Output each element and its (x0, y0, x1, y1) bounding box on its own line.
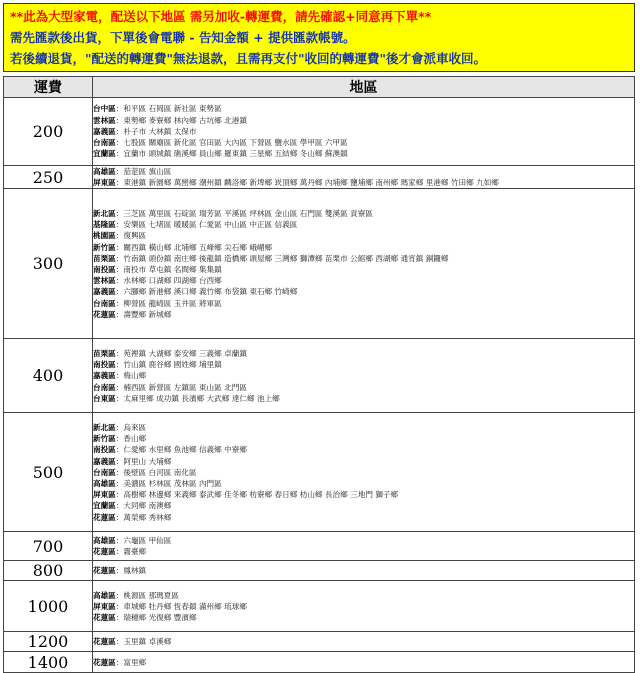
fee-amount: 1200 (4, 632, 93, 652)
county-separator: ： (115, 501, 124, 511)
area-list (93, 166, 635, 189)
county-separator: ： (115, 657, 124, 667)
county-separator: ： (115, 456, 124, 466)
area-entry (93, 148, 634, 159)
district-names: 鳳林鎮 (123, 566, 147, 576)
area-list (93, 339, 635, 413)
county-separator: ： (115, 126, 124, 136)
fee-row (4, 413, 635, 532)
area-entry (93, 309, 634, 320)
area-list (93, 632, 635, 652)
district-names: 美濃區 杉林區 茂林區 內門區 (123, 479, 222, 488)
district-names: 和平區 石岡區 新社區 東勢區 (123, 104, 222, 114)
county-separator: ： (115, 208, 124, 218)
county-label: 新北區 (93, 208, 116, 218)
area-entry (93, 444, 634, 455)
county-label: 花蓮區 (93, 566, 116, 576)
county-separator: ： (115, 434, 124, 444)
district-names: 竹山鎮 鹿谷鄉 國姓鄉 埔里鎮 (123, 360, 222, 370)
county-separator: ： (115, 138, 124, 148)
notice-line-2: 需先匯款後出貨，下單後會電聯 - 告知金額 + 提供匯款帳號。 (10, 30, 356, 45)
area-entry (93, 467, 634, 478)
district-names: 苑裡鎮 大湖鄉 泰安鄉 三義鄉 卓蘭鎮 (123, 348, 247, 358)
county-label: 高雄區 (93, 167, 116, 176)
district-names: 香山鄉 (123, 434, 147, 444)
county-separator: ： (115, 393, 124, 403)
county-separator: ： (115, 601, 124, 611)
area-entry (93, 208, 634, 219)
county-separator: ： (115, 547, 124, 557)
area-entry (93, 500, 634, 511)
county-label: 南投區 (93, 360, 116, 370)
county-separator: ： (115, 590, 124, 600)
county-label: 桃園區 (93, 231, 116, 241)
county-label: 雲林區 (93, 115, 116, 125)
transfer-fee-table (3, 76, 635, 673)
county-label: 花蓮區 (93, 309, 116, 319)
area-entry (93, 393, 634, 404)
area-entry (93, 489, 634, 500)
area-entry (93, 275, 634, 286)
district-names: 瑞穗鄉 光復鄉 豐濱鄉 (123, 613, 197, 622)
county-label: 南投區 (93, 445, 116, 455)
county-label: 新北區 (93, 422, 116, 432)
county-separator: ： (115, 382, 124, 392)
district-names: 三芝區 萬里區 石碇區 瑞芳區 平溪區 坪林區 金山區 石門區 雙溪區 貢寮區 (123, 208, 373, 218)
county-label: 台南區 (93, 298, 116, 308)
area-list (93, 532, 635, 561)
notice-line-1: **此為大型家電，配送以下地區 需另加收-轉運費，請先確認+同意再下單** (10, 9, 432, 24)
county-label: 花蓮區 (93, 637, 116, 647)
district-names: 後壁區 白河區 南化區 (123, 467, 197, 477)
area-entry (93, 590, 634, 601)
county-separator: ： (115, 276, 124, 286)
area-entry (93, 478, 634, 489)
county-separator: ： (115, 445, 124, 455)
fee-row (4, 581, 635, 632)
county-label: 花蓮區 (93, 547, 116, 557)
fee-amount: 500 (4, 413, 93, 532)
district-names: 高樹鄉 林邊鄉 來義鄉 泰武鄉 佳冬鄉 枋寮鄉 春日鄉 枋山鄉 長治鄉 三地門 獅子鄉 (123, 490, 399, 500)
county-label: 新竹區 (93, 434, 116, 444)
district-names: 玉里鎮 卓溪鄉 (123, 637, 172, 647)
county-separator: ： (115, 242, 124, 252)
area-entry (93, 422, 634, 433)
district-names: 仁愛鄉 水里鄉 魚池鄉 信義鄉 中寮鄉 (123, 445, 247, 455)
county-label: 嘉義區 (93, 456, 116, 466)
district-names: 富里鄉 (123, 657, 147, 667)
district-names: 壽豐鄉 新城鄉 (123, 309, 172, 319)
district-names: 烏來區 (123, 422, 147, 432)
area-entry (93, 370, 634, 381)
area-list (93, 189, 635, 339)
area-entry (93, 137, 634, 148)
district-names: 朴子市 大林鎮 太保市 (123, 126, 197, 136)
shipping-notice-banner (3, 3, 635, 72)
area-list (93, 561, 635, 581)
area-entry (93, 348, 634, 359)
fee-amount: 400 (4, 339, 93, 413)
fee-amount: 700 (4, 532, 93, 561)
fee-row (4, 632, 635, 652)
area-entry (93, 177, 634, 188)
county-label: 台東區 (93, 393, 116, 403)
county-label: 高雄區 (93, 479, 116, 488)
area-entry (93, 126, 634, 137)
table-header-row (4, 77, 635, 98)
fee-row (4, 189, 635, 339)
county-separator: ： (115, 467, 124, 477)
county-label: 嘉義區 (93, 371, 116, 381)
district-names: 關西鎮 橫山鄉 北埔鄉 五峰鄉 尖石鄉 峨嵋鄉 (123, 242, 273, 252)
county-label: 屏東區 (93, 178, 116, 188)
district-names: 東港鎮 新園鄉 萬巒鄉 潮州鎮 麟洛鄉 新埤鄉 崁頂鄉 萬丹鄉 內埔鄉 鹽埔鄉 南州鄉 瑪家鄉 里港鄉 竹田鄉 九如鄉 (123, 178, 499, 188)
area-list (93, 98, 635, 166)
county-label: 南投區 (93, 264, 116, 274)
county-separator: ： (115, 360, 124, 370)
district-names: 萬榮鄉 秀林鄉 (123, 512, 172, 522)
county-separator: ： (115, 264, 124, 274)
county-label: 花蓮區 (93, 657, 116, 667)
district-names: 南投市 草屯鎮 名間鄉 集集鎮 (123, 264, 222, 274)
district-names: 車城鄉 牡丹鄉 恆春鎮 滿州鄉 琉球鄉 (123, 601, 247, 611)
county-label: 苗栗區 (93, 348, 116, 358)
area-entry (93, 546, 634, 557)
area-entry (93, 433, 634, 444)
fee-column-header: 運費 (4, 77, 93, 98)
fee-amount: 200 (4, 98, 93, 166)
county-label: 嘉義區 (93, 287, 116, 297)
area-list (93, 581, 635, 632)
district-names: 水林鄉 口湖鄉 四湖鄉 台西鄉 (123, 276, 222, 286)
county-separator: ： (115, 220, 124, 230)
county-label: 高雄區 (93, 536, 116, 546)
area-entry (93, 219, 634, 230)
area-entry (93, 242, 634, 253)
county-label: 台中區 (93, 104, 116, 114)
county-label: 宜蘭區 (93, 501, 116, 511)
area-entry (93, 115, 634, 126)
area-entry (93, 166, 634, 177)
county-separator: ： (115, 309, 124, 319)
county-separator: ： (115, 637, 124, 647)
area-list (93, 413, 635, 532)
district-names: 安樂區 七堵區 暖暖區 仁愛區 中山區 中正區 信義區 (123, 220, 298, 230)
county-separator: ： (115, 479, 124, 488)
area-entry (93, 286, 634, 297)
county-label: 宜蘭區 (93, 149, 116, 159)
county-label: 花蓮區 (93, 512, 116, 522)
district-names: 復興區 (123, 231, 147, 241)
area-column-header: 地區 (93, 77, 635, 98)
fee-row (4, 339, 635, 413)
county-label: 嘉義區 (93, 126, 116, 136)
fee-amount: 1400 (4, 652, 93, 673)
county-separator: ： (115, 167, 124, 176)
district-names: 大同鄉 南澳鄉 (123, 501, 172, 511)
fee-row (4, 166, 635, 189)
fee-table-body (4, 98, 635, 673)
district-names: 七股區 關廟區 新化區 官田區 大內區 下營區 鹽水區 學甲區 六甲區 (123, 138, 348, 148)
district-names: 梅山鄉 (123, 371, 147, 381)
area-entry (93, 565, 634, 576)
fee-row (4, 98, 635, 166)
district-names: 楠西區 新營區 左鎮區 東山區 北門區 (123, 382, 247, 392)
county-label: 苗栗區 (93, 253, 116, 263)
county-separator: ： (115, 348, 124, 358)
district-names: 東勢鄉 麥寮鄉 林內鄉 古坑鄉 北港鎮 (123, 115, 247, 125)
area-entry (93, 298, 634, 309)
notice-line-3: 若後續退貨，"配送的轉運費"無法退款，且需再支付"收回的轉運費"後才會派車收回。 (10, 51, 487, 66)
fee-amount: 300 (4, 189, 93, 339)
county-separator: ： (115, 287, 124, 297)
fee-amount: 1000 (4, 581, 93, 632)
district-names: 六腳鄉 新港鄉 溪口鄉 義竹鄉 布袋鎮 東石鄉 竹崎鄉 (123, 287, 298, 297)
county-separator: ： (115, 231, 124, 241)
area-entry (93, 535, 634, 546)
district-names: 太麻里鄉 成功鎮 長濱鄉 大武鄉 達仁鄉 池上鄉 (123, 393, 280, 403)
county-separator: ： (115, 536, 124, 546)
county-separator: ： (115, 490, 124, 500)
area-entry (93, 264, 634, 275)
fee-amount: 250 (4, 166, 93, 189)
county-separator: ： (115, 253, 124, 263)
area-entry (93, 382, 634, 393)
area-list (93, 652, 635, 673)
area-entry (93, 230, 634, 241)
area-entry (93, 253, 634, 264)
county-separator: ： (115, 371, 124, 381)
district-names: 竹南鎮 頭份鎮 南庄鄉 後龍鎮 造橋鄉 頭屋鄉 三灣鄉 獅潭鄉 苗栗市 公館鄉 西湖鄉 通宵鎮 銅鑼鄉 (123, 253, 449, 263)
county-separator: ： (115, 298, 124, 308)
fee-amount: 800 (4, 561, 93, 581)
area-entry (93, 103, 634, 114)
area-entry (93, 601, 634, 612)
area-entry (93, 636, 634, 647)
fee-row (4, 561, 635, 581)
fee-row (4, 532, 635, 561)
county-label: 雲林區 (93, 276, 116, 286)
area-entry (93, 657, 634, 668)
county-label: 新竹區 (93, 242, 116, 252)
county-label: 台南區 (93, 138, 116, 148)
county-label: 台南區 (93, 382, 116, 392)
county-separator: ： (115, 422, 124, 432)
county-separator: ： (115, 115, 124, 125)
district-names: 柳營區 龍崎區 玉井區 將軍區 (123, 298, 222, 308)
district-names: 六龜區 甲仙區 (123, 536, 172, 546)
county-label: 屏東區 (93, 601, 116, 611)
district-names: 茄萣區 旗山區 (123, 167, 172, 176)
district-names: 桃源區 那瑪夏區 (123, 590, 179, 600)
county-separator: ： (115, 613, 124, 622)
county-label: 台南區 (93, 467, 116, 477)
county-separator: ： (115, 149, 124, 159)
district-names: 阿里山 大埔鄉 (123, 456, 172, 466)
fee-row (4, 652, 635, 673)
county-label: 基隆區 (93, 220, 116, 230)
county-separator: ： (115, 512, 124, 522)
county-separator: ： (115, 566, 124, 576)
district-names: 霧臺鄉 (123, 547, 147, 557)
area-entry (93, 512, 634, 523)
county-label: 高雄區 (93, 590, 116, 600)
county-separator: ： (115, 104, 124, 114)
area-entry (93, 359, 634, 370)
area-entry (93, 456, 634, 467)
county-separator: ： (115, 178, 124, 188)
county-label: 屏東區 (93, 490, 116, 500)
district-names: 宜蘭市 頭城鎮 礁溪鄉 員山鄉 羅東鎮 三星鄉 五結鄉 冬山鄉 蘇澳鎮 (123, 149, 348, 159)
county-label: 花蓮區 (93, 613, 116, 622)
area-entry (93, 612, 634, 623)
